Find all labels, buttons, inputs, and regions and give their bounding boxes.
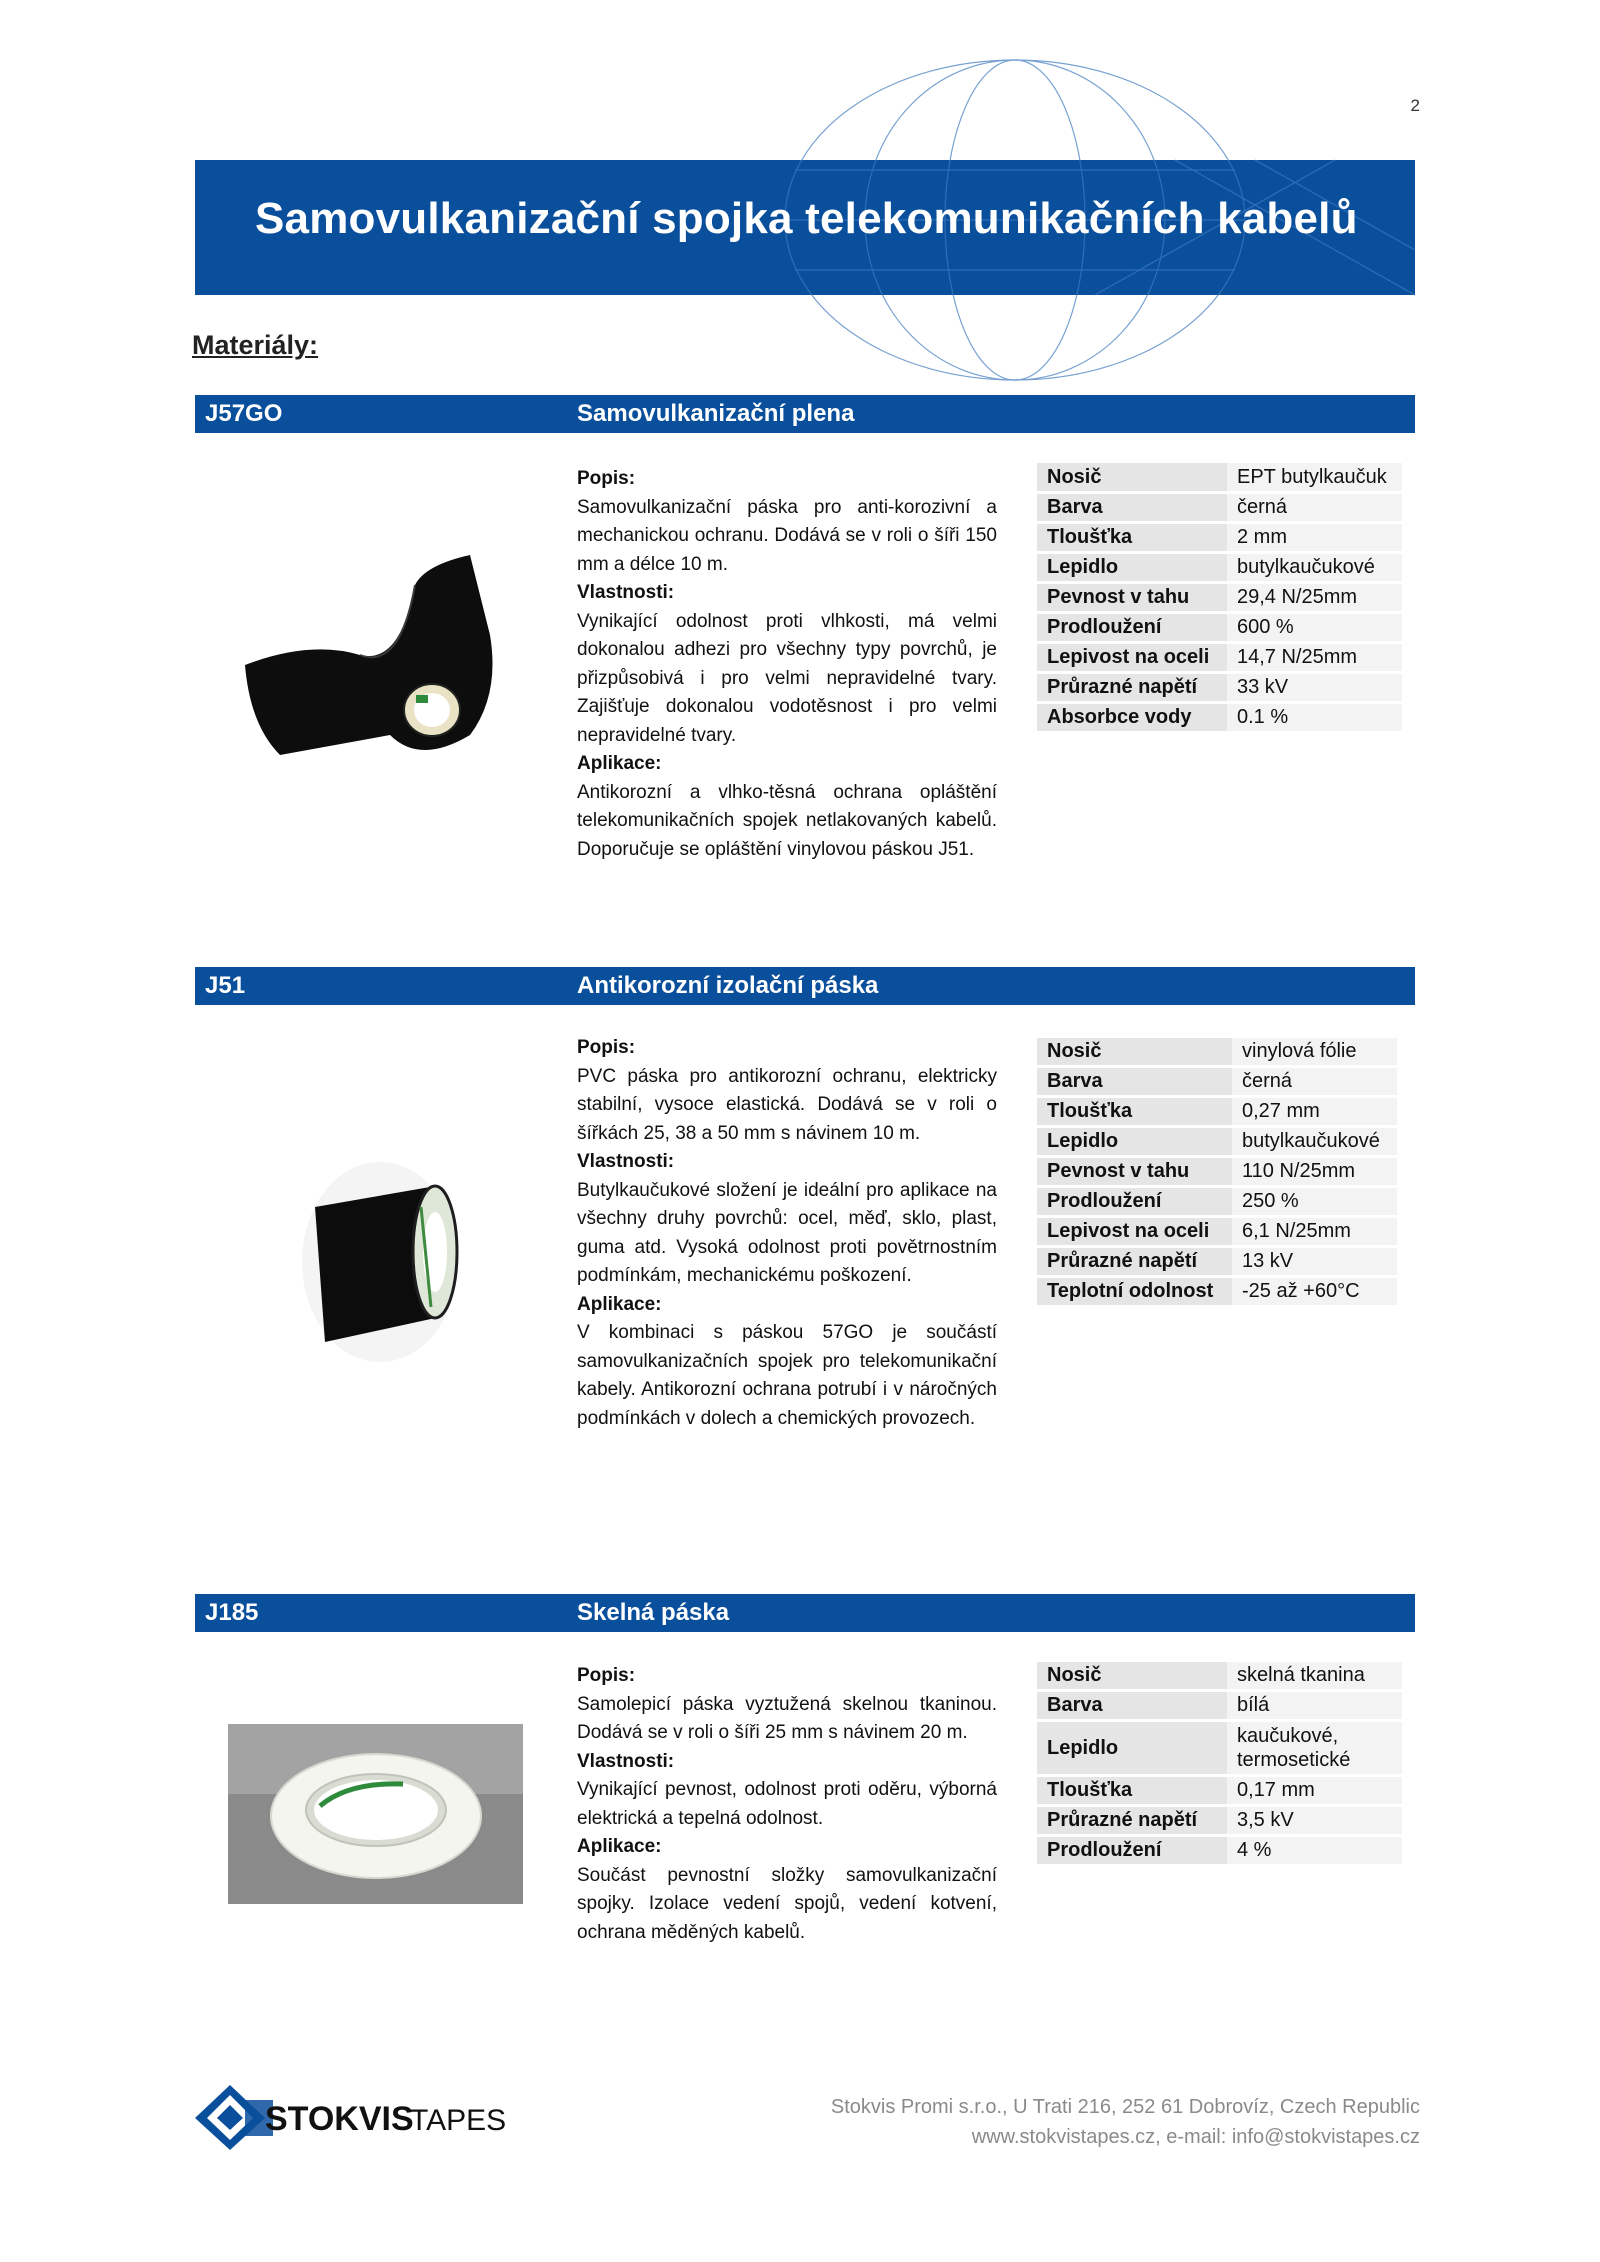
desc-heading: Popis: bbox=[577, 1037, 636, 1058]
prop-value: 600 % bbox=[1227, 614, 1402, 644]
prop-key: Nosič bbox=[1037, 1662, 1227, 1692]
prop-value: 0.1 % bbox=[1227, 704, 1402, 734]
prop-value: butylkaučukové bbox=[1232, 1128, 1397, 1158]
prop-key: Absorbce vody bbox=[1037, 704, 1227, 734]
prop-key: Tloušťka bbox=[1037, 524, 1227, 554]
prop-value: skelná tkanina bbox=[1227, 1662, 1402, 1692]
table-row bbox=[1037, 704, 1402, 734]
logo-diamond-icon bbox=[195, 2085, 273, 2150]
prop-value: 3,5 kV bbox=[1227, 1807, 1402, 1837]
prop-key: Nosič bbox=[1037, 1038, 1232, 1068]
page-title: Samovulkanizační spojka telekomunikačních kabelů bbox=[255, 194, 1358, 243]
prop-key: Průrazné napětí bbox=[1037, 674, 1227, 704]
prop-value: černá bbox=[1232, 1068, 1397, 1098]
table-row bbox=[1037, 1722, 1402, 1777]
product-code: J51 bbox=[205, 972, 246, 999]
prop-key: Barva bbox=[1037, 1068, 1232, 1098]
table-row bbox=[1037, 1038, 1397, 1068]
desc-heading: Popis: bbox=[577, 1665, 636, 1686]
table-row bbox=[1037, 554, 1402, 584]
properties-table bbox=[1037, 1038, 1397, 1308]
logo-suffix: TAPES bbox=[410, 2104, 507, 2137]
product-name: Samovulkanizační plena bbox=[577, 400, 855, 427]
footer-web-email: www.stokvistapes.cz, e-mail: info@stokvistapes.cz bbox=[971, 2126, 1420, 2148]
prop-value: 29,4 N/25mm bbox=[1227, 584, 1402, 614]
prop-value: černá bbox=[1227, 494, 1402, 524]
section-header-bar bbox=[195, 395, 1415, 433]
prop-value: 110 N/25mm bbox=[1232, 1158, 1397, 1188]
prop-key: Teplotní odolnost bbox=[1037, 1278, 1232, 1308]
desc-heading: Aplikace: bbox=[577, 753, 662, 774]
prop-value: kaučukové, termosetické bbox=[1227, 1722, 1402, 1777]
product-photo bbox=[255, 1147, 495, 1377]
desc-heading: Vlastnosti: bbox=[577, 1750, 675, 1772]
table-row bbox=[1037, 1248, 1397, 1278]
desc-heading: Aplikace: bbox=[577, 1293, 662, 1315]
table-row bbox=[1037, 614, 1402, 644]
stokvis-tapes-logo bbox=[195, 2080, 507, 2150]
desc-heading: Popis: bbox=[577, 468, 636, 489]
prop-value: 13 kV bbox=[1232, 1248, 1397, 1278]
materials-heading: Materiály: bbox=[192, 330, 319, 360]
prop-value: 2 mm bbox=[1227, 524, 1402, 554]
product-code: J57GO bbox=[205, 400, 283, 427]
table-row bbox=[1037, 584, 1402, 614]
desc-text: PVC páska pro antikorozní ochranu, elektricky stabilní, vysoce elastická. Dodává se v roli o šířkách 25, 38 a 50 mm s návinem 10 m. bbox=[577, 1065, 997, 1144]
desc-text: Vynikající odolnost proti vlhkosti, má velmi dokonalou adhezi pro všechny typy povrchů, je přizpůsobivá i pro velmi nepravidelné tvary. Zajišťuje dokonalou vodotěsnost i pro velmi nepravidelné tvary. bbox=[577, 610, 997, 746]
desc-text: Samovulkanizační páska pro anti-korozivní a mechanickou ochranu. Dodává se v roli o šíři 150 mm a délce 10 m. bbox=[577, 496, 997, 575]
product-name: Antikorozní izolační páska bbox=[577, 972, 879, 999]
desc-text: Butylkaučukové složení je ideální pro aplikace na všechny druhy povrchů: ocel, měď, sklo, plast, guma atd. Vysoká odolnost proti povětrnostním podmínkám, mechanickému poškození. bbox=[577, 1179, 997, 1286]
footer-contact bbox=[831, 2092, 1420, 2152]
prop-value: butylkaučukové bbox=[1227, 554, 1402, 584]
table-row bbox=[1037, 1128, 1397, 1158]
table-row bbox=[1037, 644, 1402, 674]
prop-value: 250 % bbox=[1232, 1188, 1397, 1218]
prop-value: 14,7 N/25mm bbox=[1227, 644, 1402, 674]
table-row bbox=[1037, 1218, 1397, 1248]
prop-key: Prodloužení bbox=[1037, 614, 1227, 644]
prop-value: 0,27 mm bbox=[1232, 1098, 1397, 1128]
table-row bbox=[1037, 1837, 1402, 1867]
section-header-bar bbox=[195, 1594, 1415, 1632]
properties-table bbox=[1037, 463, 1402, 734]
table-row bbox=[1037, 494, 1402, 524]
product-description bbox=[577, 1662, 997, 1947]
product-description bbox=[577, 465, 997, 864]
product-photo bbox=[240, 545, 510, 775]
prop-value: 33 kV bbox=[1227, 674, 1402, 704]
table-row bbox=[1037, 1807, 1402, 1837]
prop-value: 6,1 N/25mm bbox=[1232, 1218, 1397, 1248]
prop-value: 4 % bbox=[1227, 1837, 1402, 1867]
prop-key: Tloušťka bbox=[1037, 1777, 1227, 1807]
footer-address: Stokvis Promi s.r.o., U Trati 216, 252 61 Dobrovíz, Czech Republic bbox=[830, 2096, 1420, 2118]
table-row bbox=[1037, 524, 1402, 554]
prop-value: -25 až +60°C bbox=[1232, 1278, 1397, 1308]
prop-key: Pevnost v tahu bbox=[1037, 584, 1227, 614]
table-row bbox=[1037, 1098, 1397, 1128]
prop-value: EPT butylkaučuk bbox=[1227, 463, 1402, 494]
prop-key: Prodloužení bbox=[1037, 1837, 1227, 1867]
table-row bbox=[1037, 1278, 1397, 1308]
title-banner bbox=[195, 160, 1415, 295]
table-row bbox=[1037, 463, 1402, 494]
desc-heading: Aplikace: bbox=[577, 1836, 662, 1857]
desc-heading: Vlastnosti: bbox=[577, 1151, 675, 1172]
prop-key: Průrazné napětí bbox=[1037, 1807, 1227, 1837]
table-row bbox=[1037, 674, 1402, 704]
prop-key: Lepidlo bbox=[1037, 1722, 1227, 1777]
prop-key: Nosič bbox=[1037, 463, 1227, 494]
table-row bbox=[1037, 1068, 1397, 1098]
table-row bbox=[1037, 1692, 1402, 1722]
desc-text: V kombinaci s páskou 57GO je součástí samovulkanizačních spojek pro telekomunikační kabely. Antikorozní ochrana potrubí i v náročných podmínkách v dolech a chemických provozech. bbox=[577, 1322, 997, 1429]
prop-value: bílá bbox=[1227, 1692, 1402, 1722]
table-row bbox=[1037, 1188, 1397, 1218]
section-header-bar bbox=[195, 967, 1415, 1005]
prop-key: Pevnost v tahu bbox=[1037, 1158, 1232, 1188]
prop-key: Průrazné napětí bbox=[1037, 1248, 1232, 1278]
properties-table bbox=[1037, 1662, 1402, 1867]
prop-value: vinylová fólie bbox=[1232, 1038, 1397, 1068]
page-number: 2 bbox=[1410, 96, 1420, 115]
product-code: J185 bbox=[205, 1599, 259, 1626]
prop-key: Tloušťka bbox=[1037, 1098, 1232, 1128]
prop-key: Lepidlo bbox=[1037, 1128, 1232, 1158]
prop-key: Barva bbox=[1037, 494, 1227, 524]
product-photo bbox=[228, 1724, 523, 1904]
prop-key: Lepivost na oceli bbox=[1037, 1218, 1232, 1248]
desc-heading: Vlastnosti: bbox=[577, 582, 675, 603]
prop-key: Prodloužení bbox=[1037, 1188, 1232, 1218]
table-row bbox=[1037, 1662, 1402, 1692]
prop-value: 0,17 mm bbox=[1227, 1777, 1402, 1807]
logo-brand: STOKVIS bbox=[265, 2100, 414, 2138]
desc-text: Samolepicí páska vyztužená skelnou tkaninou. Dodává se v roli o šíři 25 mm s návinem 20 m. bbox=[577, 1693, 997, 1743]
desc-text: Součást pevnostní složky samovulkanizační spojky. Izolace vedení spojů, vedení kotvení, ochrana měděných kabelů. bbox=[577, 1864, 997, 1943]
prop-key: Barva bbox=[1037, 1692, 1227, 1722]
desc-text: Vynikající pevnost, odolnost proti oděru, výborná elektrická a tepelná odolnost. bbox=[577, 1779, 997, 1829]
desc-text: Antikorozní a vlhko-těsná ochrana opláštění telekomunikačních spojek netlakovaných kabelů. Doporučuje se opláštění vinylovou páskou J51. bbox=[577, 781, 997, 860]
table-row bbox=[1037, 1158, 1397, 1188]
product-description bbox=[577, 1034, 997, 1433]
prop-key: Lepidlo bbox=[1037, 554, 1227, 584]
product-name: Skelná páska bbox=[577, 1599, 730, 1626]
prop-key: Lepivost na oceli bbox=[1037, 644, 1227, 674]
table-row bbox=[1037, 1777, 1402, 1807]
